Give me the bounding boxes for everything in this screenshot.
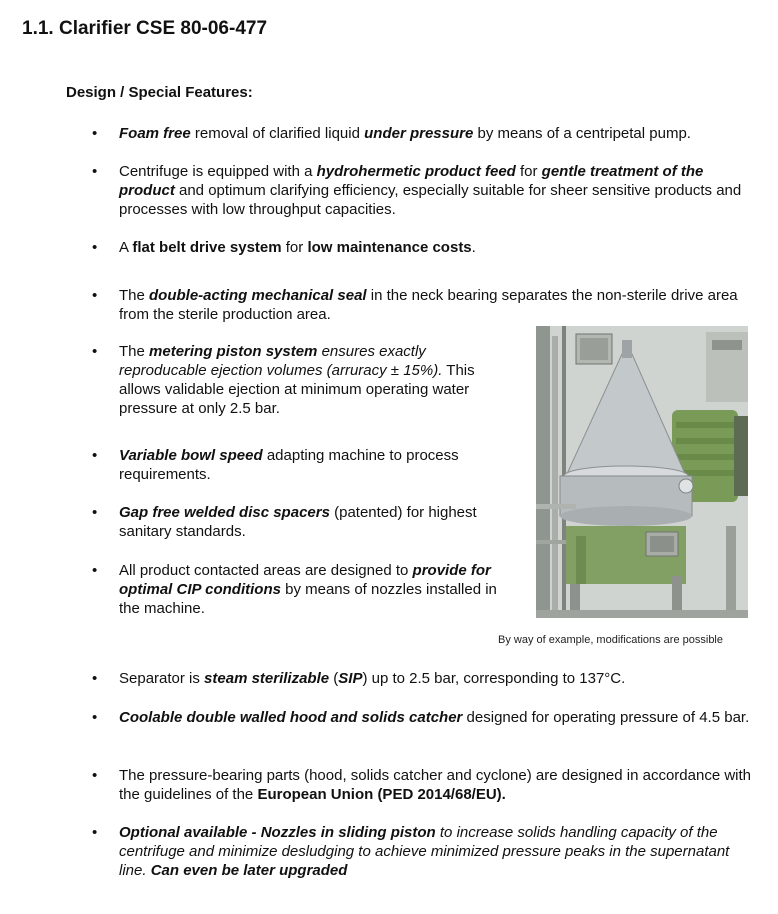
feature-emphasis: under pressure xyxy=(364,125,474,142)
feature-emphasis: Can even be later upgraded xyxy=(150,862,348,879)
feature-emphasis: SIP xyxy=(338,670,363,687)
feature-emphasis: steam sterilizable xyxy=(204,670,330,687)
bullet-marker: • xyxy=(92,163,98,180)
feature-emphasis: low maintenance costs xyxy=(307,239,472,256)
feature-text: All product contacted areas are designed to xyxy=(119,562,413,579)
feature-emphasis: Variable bowl speed xyxy=(119,447,263,464)
feature-text: (patented) for highest sanitary standards. xyxy=(119,504,477,540)
feature-text: The xyxy=(119,343,150,360)
feature-text: for xyxy=(515,163,542,180)
feature-belt-drive xyxy=(119,238,759,257)
feature-emphasis: Coolable double walled hood and solids catcher xyxy=(119,709,463,726)
feature-text: for xyxy=(281,239,308,256)
feature-italic-text: ensures exactly reproducable ejection volumes (arruracy ± 15%). xyxy=(119,343,443,379)
feature-text: . xyxy=(471,239,476,256)
feature-text: ( xyxy=(329,670,339,687)
feature-text: ) up to 2.5 bar, corresponding to 137°C. xyxy=(362,670,626,687)
bullet-marker: • xyxy=(92,767,98,784)
feature-emphasis: double-acting mechanical seal xyxy=(149,287,367,304)
feature-text: The xyxy=(119,287,150,304)
bullet-marker: • xyxy=(92,670,98,687)
feature-text: by means of a centripetal pump. xyxy=(473,125,691,142)
feature-emphasis: hydrohermetic product feed xyxy=(316,163,516,180)
feature-bowl-speed xyxy=(119,446,519,484)
feature-metering-piston xyxy=(119,342,514,418)
feature-mechanical-seal xyxy=(119,286,759,324)
bullet-marker: • xyxy=(92,125,98,142)
feature-emphasis: flat belt drive system xyxy=(132,239,282,256)
feature-emphasis: metering piston system xyxy=(149,343,318,360)
bullet-marker: • xyxy=(92,824,98,841)
feature-optional-nozzles xyxy=(119,823,759,880)
bullet-marker: • xyxy=(92,287,98,304)
feature-text: This allows validable ejection at minimum operating water pressure at only 2.5 bar. xyxy=(119,362,475,417)
feature-text: by means of nozzles installed in the machine. xyxy=(119,581,497,617)
feature-foam-free xyxy=(119,124,759,143)
feature-text: and optimum clarifying efficiency, especially suitable for sheer sensitive products and processes with low throughput capacities. xyxy=(119,182,742,218)
feature-emphasis: gentle treatment of the product xyxy=(119,163,704,199)
feature-coolable-hood xyxy=(119,708,759,727)
feature-disc-spacers xyxy=(119,503,519,541)
feature-text: adapting machine to process requirements. xyxy=(119,447,459,483)
photo-caption: By way of example, modifications are possible xyxy=(498,634,723,646)
clarifier-photo xyxy=(536,326,748,618)
feature-text: Separator is xyxy=(119,670,205,687)
feature-pressure-bearing-parts xyxy=(119,766,759,804)
feature-text: A xyxy=(119,239,133,256)
bullet-marker: • xyxy=(92,239,98,256)
clarifier-illustration xyxy=(536,326,748,618)
bullet-marker: • xyxy=(92,709,98,726)
feature-hydrohermetic-feed xyxy=(119,162,759,219)
feature-italic-text: to increase solids handling capacity of the centrifuge and minimize desludging to achieve minimized pressure peaks in the supernatant line. xyxy=(119,824,730,879)
feature-text: The pressure-bearing parts (hood, solids catcher and cyclone) are designed in accordance with the guidelines of the xyxy=(119,767,752,803)
feature-emphasis: Gap free welded disc spacers xyxy=(119,504,330,521)
feature-text: Centrifuge is equipped with a xyxy=(119,163,317,180)
bullet-marker: • xyxy=(92,562,98,579)
section-subheading: Design / Special Features: xyxy=(66,84,253,101)
feature-steam-sterilizable xyxy=(119,669,759,688)
feature-emphasis: Foam free xyxy=(119,125,191,142)
bullet-marker: • xyxy=(92,447,98,464)
bullet-marker: • xyxy=(92,504,98,521)
page-title: 1.1. Clarifier CSE 80-06-477 xyxy=(22,18,268,39)
feature-emphasis: European Union (PED 2014/68/EU). xyxy=(257,786,506,803)
feature-text: removal of clarified liquid xyxy=(190,125,365,142)
feature-emphasis: provide for optimal CIP conditions xyxy=(119,562,491,598)
bullet-marker: • xyxy=(92,343,98,360)
feature-emphasis: Optional available - Nozzles in sliding piston xyxy=(119,824,436,841)
feature-cip-conditions xyxy=(119,561,509,618)
feature-text: in the neck bearing separates the non-sterile drive area from the sterile production area. xyxy=(119,287,738,323)
feature-text: designed for operating pressure of 4.5 bar. xyxy=(462,709,750,726)
